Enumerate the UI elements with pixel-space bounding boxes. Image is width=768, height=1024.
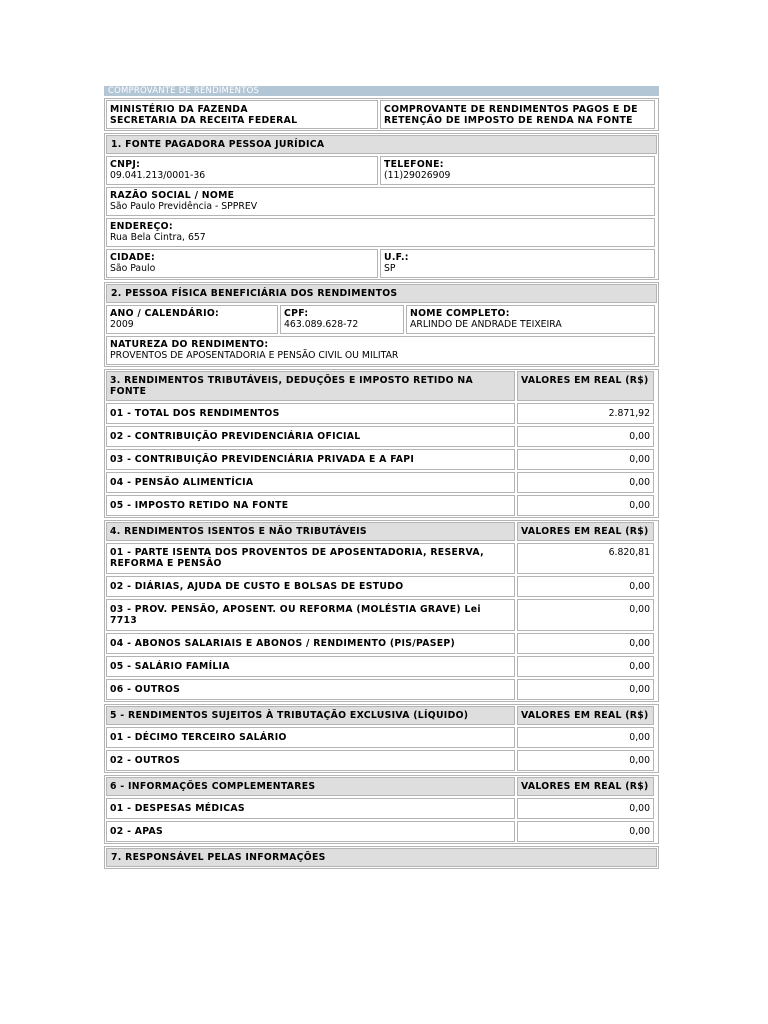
table-row-label: 02 - CONTRIBUIÇÃO PREVIDENCIÁRIA OFICIAL	[106, 426, 515, 447]
section-6-value-header: VALORES EM REAL (R$)	[517, 777, 654, 796]
cnpj-label: CNPJ:	[110, 159, 141, 170]
cpf-label: CPF:	[284, 308, 309, 319]
table-row-label: 04 - PENSÃO ALIMENTÍCIA	[106, 472, 515, 493]
calendar-year-field	[106, 305, 278, 334]
table-row-value: 0,00	[517, 472, 654, 493]
header-box	[104, 98, 659, 131]
income-nature-label: NATUREZA DO RENDIMENTO:	[110, 339, 269, 350]
table-row-label: 02 - DIÁRIAS, AJUDA DE CUSTO E BOLSAS DE ESTUDO	[106, 576, 515, 597]
section-4-box	[104, 520, 659, 702]
state-label: U.F.:	[384, 252, 409, 263]
table-row-label: 06 - OUTROS	[106, 679, 515, 700]
secretariat-line: SECRETARIA DA RECEITA FEDERAL	[110, 115, 298, 126]
city-value: São Paulo	[110, 263, 156, 274]
heading-line-1: COMPROVANTE DE RENDIMENTOS PAGOS E DE	[384, 104, 638, 115]
section-5-value-header: VALORES EM REAL (R$)	[517, 706, 654, 725]
phone-value: (11)29026909	[384, 170, 451, 181]
section-4-title: 4. RENDIMENTOS ISENTOS E NÃO TRIBUTÁVEIS	[106, 522, 515, 541]
table-row-value: 0,00	[517, 449, 654, 470]
table-row-label: 03 - PROV. PENSÃO, APOSENT. OU REFORMA (MOLÉSTIA GRAVE) Lei 7713	[106, 599, 515, 631]
section-1-box	[104, 133, 659, 280]
city-field	[106, 249, 378, 278]
company-name-value: São Paulo Previdência - SPPREV	[110, 201, 258, 212]
table-row-label: 02 - APAS	[106, 821, 515, 842]
section-3-value-header: VALORES EM REAL (R$)	[517, 371, 654, 401]
phone-field	[380, 156, 655, 185]
table-row-value: 0,00	[517, 656, 654, 677]
table-row-value: 0,00	[517, 599, 654, 631]
ministry-block	[106, 100, 378, 129]
company-name-label: RAZÃO SOCIAL / NOME	[110, 190, 235, 201]
cnpj-value: 09.041.213/0001-36	[110, 170, 206, 181]
table-row-value: 0,00	[517, 679, 654, 700]
cpf-field	[280, 305, 404, 334]
state-value: SP	[384, 263, 396, 274]
income-nature-value: PROVENTOS DE APOSENTADORIA E PENSÃO CIVIL OU MILITAR	[110, 350, 399, 361]
calendar-year-label: ANO / CALENDÁRIO:	[110, 308, 220, 319]
section-7-box	[104, 846, 659, 869]
table-row-value: 2.871,92	[517, 403, 654, 424]
table-row-label: 01 - TOTAL DOS RENDIMENTOS	[106, 403, 515, 424]
full-name-field	[406, 305, 655, 334]
section-2-box	[104, 282, 659, 367]
full-name-label: NOME COMPLETO:	[410, 308, 510, 319]
section-3-box	[104, 369, 659, 518]
company-name-field	[106, 187, 655, 216]
heading-line-2: RETENÇÃO DE IMPOSTO DE RENDA NA FONTE	[384, 115, 633, 126]
table-row-value: 0,00	[517, 727, 654, 748]
table-row-value: 6.820,81	[517, 543, 654, 574]
state-field	[380, 249, 655, 278]
income-statement-document	[104, 86, 659, 869]
cnpj-field	[106, 156, 378, 185]
section-6-box	[104, 775, 659, 844]
section-2-title: 2. PESSOA FÍSICA BENEFICIÁRIA DOS RENDIMENTOS	[106, 284, 657, 303]
address-value: Rua Bela Cintra, 657	[110, 232, 206, 243]
ministry-line: MINISTÉRIO DA FAZENDA	[110, 104, 248, 115]
calendar-year-value: 2009	[110, 319, 134, 330]
cpf-value: 463.089.628-72	[284, 319, 359, 330]
table-row-label: 01 - DESPESAS MÉDICAS	[106, 798, 515, 819]
section-4-value-header: VALORES EM REAL (R$)	[517, 522, 654, 541]
table-row-label: 01 - DÉCIMO TERCEIRO SALÁRIO	[106, 727, 515, 748]
document-title-bar: COMPROVANTE DE RENDIMENTOS	[104, 86, 659, 96]
table-row-label: 04 - ABONOS SALARIAIS E ABONOS / RENDIMENTO (PIS/PASEP)	[106, 633, 515, 654]
phone-label: TELEFONE:	[384, 159, 444, 170]
table-row-label: 01 - PARTE ISENTA DOS PROVENTOS DE APOSENTADORIA, RESERVA, REFORMA E PENSÃO	[106, 543, 515, 574]
table-row-value: 0,00	[517, 495, 654, 516]
section-5-title: 5 - RENDIMENTOS SUJEITOS À TRIBUTAÇÃO EXCLUSIVA (LÍQUIDO)	[106, 706, 515, 725]
table-row-label: 03 - CONTRIBUIÇÃO PREVIDENCIÁRIA PRIVADA E A FAPI	[106, 449, 515, 470]
section-7-title: 7. RESPONSÁVEL PELAS INFORMAÇÕES	[106, 848, 657, 867]
table-row-label: 05 - SALÁRIO FAMÍLIA	[106, 656, 515, 677]
table-row-label: 02 - OUTROS	[106, 750, 515, 771]
table-row-value: 0,00	[517, 576, 654, 597]
section-3-title: 3. RENDIMENTOS TRIBUTÁVEIS, DEDUÇÕES E IMPOSTO RETIDO NA FONTE	[106, 371, 515, 401]
income-nature-field	[106, 336, 655, 365]
address-field	[106, 218, 655, 247]
address-label: ENDEREÇO:	[110, 221, 173, 232]
table-row-value: 0,00	[517, 633, 654, 654]
city-label: CIDADE:	[110, 252, 156, 263]
table-row-value: 0,00	[517, 821, 654, 842]
section-1-title: 1. FONTE PAGADORA PESSOA JURÍDICA	[106, 135, 657, 154]
section-5-box	[104, 704, 659, 773]
full-name-value: ARLINDO DE ANDRADE TEIXEIRA	[410, 319, 562, 330]
table-row-value: 0,00	[517, 426, 654, 447]
table-row-label: 05 - IMPOSTO RETIDO NA FONTE	[106, 495, 515, 516]
document-heading-block	[380, 100, 655, 129]
table-row-value: 0,00	[517, 798, 654, 819]
section-6-title: 6 - INFORMAÇÕES COMPLEMENTARES	[106, 777, 515, 796]
table-row-value: 0,00	[517, 750, 654, 771]
